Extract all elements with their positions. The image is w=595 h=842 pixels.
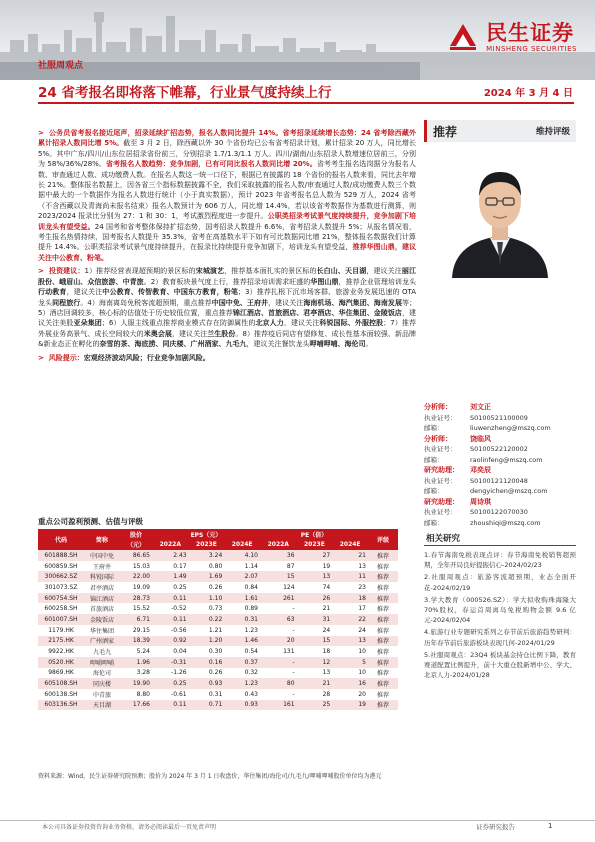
table-cell: 0.89	[244, 605, 258, 613]
table-cell: 0.37	[224, 657, 260, 668]
analyst-field-label: 邮箱：	[424, 424, 444, 432]
table-cell: 87	[286, 562, 295, 570]
table-cell: 18.39	[120, 636, 152, 647]
table-cell: 金陵饭店	[84, 614, 120, 625]
analyst-field-label: 执业证号：	[424, 445, 457, 453]
paragraph-risk-warning: > 风险提示：宏观经济波动风险；行业竞争加剧风险。	[38, 353, 210, 362]
table-cell: 1.61	[224, 593, 260, 604]
analyst-photo	[424, 150, 576, 278]
table-cell: -0.61	[171, 690, 187, 698]
table-cell: 0.26	[208, 669, 223, 677]
table-cell: 呷哺呷哺	[84, 657, 120, 668]
sidebar	[424, 120, 576, 527]
related-research-item[interactable]: 1.春节海南免税表现点评：春节海南免税销售超预期，全年开局良好提振信心-2024/02/23	[424, 551, 576, 570]
table-cell: 18	[332, 593, 368, 604]
table-cell: 推荐	[368, 636, 398, 647]
table-cell: 0.54	[244, 648, 258, 656]
table-cell: 0.22	[189, 614, 225, 625]
table-cell: 天目湖	[84, 700, 120, 711]
analyst-field-label: 邮箱：	[424, 487, 444, 495]
bullet-arrow-icon: >	[38, 353, 49, 362]
table-cell: 推荐	[368, 571, 398, 582]
table-cell: 13	[297, 571, 333, 582]
table-cell: 13	[322, 669, 331, 677]
analyst-field-value: S0100121120048	[470, 476, 528, 485]
table-cell: 中国中免	[84, 550, 120, 561]
table-cell: 13	[332, 636, 368, 647]
table-cell: 10	[358, 669, 366, 677]
table-cell: 23	[358, 583, 366, 591]
col-header-price-unit: （元）	[120, 540, 152, 551]
analyst-field-value[interactable]: zhoushiqi@mszq.com	[470, 518, 541, 527]
table-cell: 4.10	[224, 550, 260, 561]
table-cell: 推荐	[368, 700, 398, 711]
page-number: 1	[548, 822, 553, 830]
table-cell: 1.23	[244, 626, 258, 634]
table-cell: -0.52	[171, 605, 187, 613]
table-cell: 推荐	[376, 649, 389, 657]
table-cell: 86.65	[120, 550, 152, 561]
main-body	[38, 128, 416, 363]
table-cell: 8.80	[136, 690, 150, 698]
table-cell: 600138.SH	[44, 690, 78, 698]
table-cell: 0.17	[173, 562, 187, 570]
table-cell: 0.84	[244, 583, 258, 591]
table-cell: 九毛九	[92, 649, 111, 657]
company-logo	[446, 20, 577, 54]
table-cell: 推荐	[376, 563, 389, 571]
analyst-field-label: 分析师：	[424, 434, 452, 443]
table-cell: 31	[297, 614, 333, 625]
table-cell: 9922.HK	[48, 648, 74, 656]
footer-disclaimer: 本公司具备证券投资咨询业务资格，请务必阅读最后一页免责声明	[42, 824, 217, 831]
table-cell: -	[260, 657, 297, 668]
table-cell: 5	[332, 657, 368, 668]
table-cell: 28.73	[120, 593, 152, 604]
table-cell: 11	[332, 571, 368, 582]
table-cell: 5.24	[136, 648, 150, 656]
table-cell: 19	[322, 562, 331, 570]
table-cell: 推荐	[368, 550, 398, 561]
table-cell: 19.90	[120, 678, 152, 689]
table-row	[38, 636, 398, 647]
table-cell: 603136.SH	[38, 700, 84, 711]
table-row	[38, 678, 398, 689]
analyst-field-value: 邓奕辰	[470, 466, 491, 474]
table-cell: 推荐	[376, 691, 389, 699]
table-cell: 22	[332, 614, 368, 625]
table-cell: 1.14	[244, 562, 258, 570]
table-cell: 2175.HK	[38, 636, 84, 647]
analyst-info-row	[424, 434, 576, 445]
table-cell: 君亭酒店	[89, 584, 114, 592]
table-cell: 74	[322, 583, 331, 591]
col-header-code: 代码	[38, 529, 84, 550]
table-cell: 推荐	[368, 614, 398, 625]
table-cell: 0.92	[152, 636, 189, 647]
table-cell: 1.96	[120, 657, 152, 668]
analyst-field-value: 周诗琪	[470, 497, 491, 506]
table-cell: 华住集团	[89, 627, 114, 635]
table-cell: 22.00	[120, 571, 152, 582]
table-cell: 17.66	[120, 700, 152, 711]
rating-bar	[424, 120, 576, 142]
table-row	[38, 593, 398, 604]
col-header-eps: EPS（元）	[152, 529, 260, 540]
related-research-item[interactable]: 2.社服周观点：旅游客流超预期，业态全面开花-2024/02/19	[424, 573, 576, 592]
table-cell: 18	[322, 648, 331, 656]
report-title: 24 省考报名即将落下帷幕，行业景气度持续上行	[38, 85, 332, 101]
logo-chinese-text: 民生证券	[486, 20, 575, 45]
table-cell: 0.04	[173, 648, 187, 656]
bullet-arrow-icon: >	[38, 267, 49, 276]
table-row	[38, 657, 398, 668]
table-cell: 15	[260, 571, 297, 582]
table-cell: 17	[358, 605, 366, 613]
table-cell: -0.31	[152, 657, 189, 668]
col-header-pe-2024: 2024E	[332, 540, 368, 551]
analyst-field-label: 执业证号：	[424, 413, 457, 422]
table-row	[38, 561, 398, 572]
table-cell: 0.11	[152, 700, 189, 711]
analyst-info-row	[424, 423, 576, 434]
table-cell: 13	[358, 562, 366, 570]
earnings-forecast-table	[38, 529, 398, 710]
table-cell: 124	[283, 583, 295, 591]
table-cell: 605108.SH	[38, 678, 84, 689]
table-cell: 推荐	[368, 678, 398, 689]
table-cell: 0.30	[208, 648, 223, 656]
table-cell: 600258.SH	[44, 605, 78, 613]
analyst-info-row	[424, 402, 576, 413]
table-cell: 25	[297, 700, 333, 711]
table-cell: 601888.SH	[38, 550, 84, 561]
related-research-list	[424, 550, 576, 682]
analyst-info-row	[424, 497, 576, 508]
table-row	[38, 571, 398, 582]
analyst-info-row	[424, 444, 576, 455]
table-cell: 10	[358, 648, 366, 656]
header-banner	[0, 0, 595, 80]
analyst-info-row	[424, 465, 576, 476]
table-cell: 海伦司	[92, 670, 111, 678]
table-cell: 0.93	[189, 678, 225, 689]
analyst-field-label: 分析师：	[424, 403, 452, 411]
analyst-field-value: S0100522120002	[470, 445, 528, 453]
table-source-note: 资料来源：Wind，民生证券研究院预测；股价为 2024 年 3 月 1 日收盘价，华住集团/海伦司/九毛九/呷哺呷哺股价单位均为港元	[38, 773, 382, 780]
table-cell: 9869.HK	[48, 669, 74, 677]
table-cell: 1.21	[208, 626, 223, 634]
footer-report-type: 证券研究报告	[476, 823, 515, 831]
table-cell: 20	[260, 636, 297, 647]
table-cell: 1.46	[224, 636, 260, 647]
table-cell: 161	[260, 700, 297, 711]
table-cell: -	[292, 605, 295, 613]
table-row	[38, 646, 398, 657]
bullet-arrow-icon: >	[38, 129, 50, 137]
table-cell: -0.56	[171, 626, 187, 634]
table-row	[38, 689, 398, 700]
analyst-list	[424, 402, 576, 528]
table-cell: 中青旅	[92, 691, 111, 699]
table-cell: 24	[358, 626, 366, 634]
table-cell: 20	[358, 690, 366, 698]
table-row	[38, 603, 398, 614]
table-row	[38, 550, 398, 561]
col-header-pe-2022: 2022A	[260, 540, 297, 551]
analyst-info-row	[424, 413, 576, 424]
analyst-field-value: S0100521100009	[470, 413, 528, 422]
table-row	[38, 614, 398, 625]
table-cell: 16	[332, 678, 368, 689]
table-cell: 0.25	[152, 678, 189, 689]
table-cell: 0520.HK	[38, 657, 84, 668]
table-cell: 0.80	[208, 562, 223, 570]
table-cell: 锦江酒店	[84, 593, 120, 604]
table-cell: 600859.SH	[44, 562, 78, 570]
table-cell: 21	[322, 605, 331, 613]
table-cell: 36	[260, 550, 297, 561]
table-cell: 261	[260, 593, 297, 604]
table-cell: 6.71	[120, 614, 152, 625]
analyst-field-label: 研究助理：	[424, 466, 459, 474]
rating-label: 推荐	[433, 124, 458, 139]
table-cell: 0.32	[244, 669, 258, 677]
table-cell: 3.28	[136, 669, 150, 677]
title-divider	[38, 102, 574, 104]
table-cell: 29.15	[132, 626, 150, 634]
table-cell: 推荐	[368, 593, 398, 604]
table-cell: 131	[283, 648, 295, 656]
table-cell: 15.52	[132, 605, 150, 613]
analyst-field-label: 研究助理：	[424, 497, 459, 506]
table-cell: -	[292, 669, 295, 677]
analyst-field-value: 刘文正	[470, 403, 491, 411]
col-header-price: 股价	[120, 529, 152, 540]
table-cell: 12	[297, 657, 333, 668]
table-cell: 首旅酒店	[89, 606, 114, 614]
table-cell: 0.31	[208, 690, 223, 698]
table-cell: 王府井	[92, 563, 111, 571]
table-cell: 同庆楼	[84, 678, 120, 689]
analyst-info-row	[424, 507, 576, 518]
table-cell: 300662.SZ	[38, 571, 84, 582]
section-tag: 社服周观点	[38, 61, 84, 71]
table-cell: 27	[297, 550, 333, 561]
analyst-field-value[interactable]: liuwenzheng@mszq.com	[470, 424, 551, 432]
table-row	[38, 582, 398, 593]
table-cell: 1.49	[152, 571, 189, 582]
table-cell: 推荐	[376, 606, 389, 614]
table-cell: 2.07	[224, 571, 260, 582]
report-date: 2024 年 3 月 4 日	[483, 88, 573, 99]
paragraph-investment-advice: > 投资建议：1）推荐经营表现超预期的景区标的宋城演艺，推荐基本面扎实的景区标的长白山、天目湖，建议关注丽江股份、峨眉山、众信旅游、中青旅。2）教育板块景气度上行，推荐招录培训需求旺盛的华图山鼎，推荐企业管理培训龙头行动教育，建议关注中公教育、传智教育、中国东方教育，粉笔；3）推荐扎根下沉市场客群、旅游业务发展迅速的 OTA 龙头同程旅行。4）海南离岛免税客流超预期，重点推荐中国中免、王府井，建议关注海南机场、海汽集团、海南发展等；5）酒店回调较多，核心标的估值处于历史较低位置，重点推荐锦江酒店、首旅酒店、君亭酒店、华住集团、金陵饭店，建议关注美股亚朵集团；6）人服主线重点推荐商业模式存在防御属性的北京人力，建议关注科锐国际、外服控股；7）推荐外展业务高景气、成长空间较大的米奥会展，建议关注兰生股份。8）推荐疫后同店有望修复、成长性基本面较强、新品牌&新业态正在孵化的奈雪的茶、海底捞、同庆楼、广州酒家、九毛九，建议关注餐饮龙头呷哺呷哺、海伦司。	[38, 267, 417, 349]
col-header-eps-2023: 2023E	[189, 540, 225, 551]
analyst-field-label: 执业证号：	[424, 508, 457, 516]
table-cell: 24	[322, 626, 331, 634]
table-cell: 0.93	[224, 700, 260, 711]
table-cell: 推荐	[376, 627, 389, 635]
table-cell: 19	[332, 700, 368, 711]
table-cell: 0.71	[189, 700, 225, 711]
table-cell: 1.69	[189, 571, 225, 582]
table-cell: 2.43	[152, 550, 189, 561]
logo-english-text: MINSHENG SECURITIES	[486, 44, 577, 53]
table-cell: 0.11	[152, 614, 189, 625]
analyst-info-row	[424, 455, 576, 466]
table-cell: 推荐	[376, 584, 389, 592]
table-cell: 63	[260, 614, 297, 625]
col-header-name: 简称	[84, 529, 120, 550]
table-cell: 1.23	[224, 678, 260, 689]
table-cell: 广州酒家	[84, 636, 120, 647]
analyst-info-row	[424, 518, 576, 529]
col-header-pe: PE（倍）	[260, 529, 368, 540]
paragraph-exam-trend: > 公务员省考报名接近尾声，招录延续扩招态势，报名人数同比提升 14%。省考招录延续增长态势：24 省考除西藏外累计招录人数同比增 5%。截至 3 月 2 日，除西藏以外 30 个省份均已公布省考招录计划，累计招录 20 万人，同比增长 5%。其中广东/四川/山东位居招录省份前三，分别招录 1.7/1.3/1.1 万人。四川/湖南/山东招录人数增速位居前三，分别为 58%/36%/28%。省考报名人数趋势：竞争加剧，已有可同比报名人数同比增 20%。省考考生报名选岗据分为报名人数、审查通过人数、成功缴费人数。在报名人数这一统一口径下，根据已有披露的 18 个省份的报名人数来看，同比去年增长 21%。整体报名数据上，因各省三个指标数据披露不全，我们采取披露的报名人数/审查通过人数/成功缴费人数三个数据中最大的一个数据作为报名人数进行统计（小于真实数据），预计 2023 年省考报名总人数为 529 万人，2024 省考（不含西藏以及青海尚未报名结束）报名人数预计为 606 万人，同比增 14.4%，若以该省考数据作为基数进行测算，则 2023/2024 报录比分别为 27：1 和 30：1，考试激烈程度进一步提升。公职类招录考试景气度持续提升，竞争加剧下培训龙头有望受益。24 国考和省考整体保持扩招态势，国考招录人数提升 6.6%，省考招录人数提升 5%；从报名情况看，考生报名热情持续，国考报名人数提升 35.3%，省考在高基数水平下如有可比数据同比增 21%，整体报名数据我们计算提升 14.4%。公职类招录考试景气度持续提升，在报录比持续提升竞争加剧下，培训龙头有望受益，推荐华图山鼎，建议关注中公教育、粉笔。	[38, 129, 417, 262]
analyst-field-label: 邮箱：	[424, 455, 444, 464]
col-header-eps-2024: 2024E	[224, 540, 260, 551]
col-header-eps-2022: 2022A	[152, 540, 189, 551]
col-header-rating: 评级	[368, 529, 398, 550]
table-cell: 15	[297, 636, 333, 647]
table-cell: 推荐	[376, 670, 389, 678]
table-row	[38, 700, 398, 711]
table-cell: 21	[297, 678, 333, 689]
analyst-field-value: 饶临风	[470, 434, 491, 443]
analyst-field-value[interactable]: raolinfeng@mszq.com	[470, 455, 543, 464]
table-cell: 1.10	[189, 593, 225, 604]
analyst-info-row	[424, 476, 576, 487]
table-cell: -	[292, 690, 295, 698]
table-cell: 28	[322, 690, 331, 698]
table-cell: -	[292, 626, 295, 634]
analyst-field-label: 邮箱：	[424, 518, 444, 527]
footer-divider	[0, 820, 595, 821]
table-cell: 0.16	[189, 657, 225, 668]
table-title: 重点公司盈利预测、估值与评级	[38, 517, 143, 526]
table-cell: 0.31	[224, 614, 260, 625]
analyst-field-value: S0100122070030	[470, 508, 528, 516]
col-header-pe-2023: 2023E	[297, 540, 333, 551]
table-cell: 21	[332, 550, 368, 561]
table-cell: 601007.SH	[38, 614, 84, 625]
table-cell: 0.26	[208, 583, 223, 591]
table-cell: 科锐国际	[84, 571, 120, 582]
table-row	[38, 625, 398, 636]
table-cell: 1.20	[189, 636, 225, 647]
table-cell: 26	[297, 593, 333, 604]
related-research-item[interactable]: 3.学大教育（000526.SZ）：学大拟收购珠海隆大 70%股权，春运首周离岛免税购物金额 9.6 亿元-2024/02/04	[424, 595, 576, 625]
table-cell: 15.03	[132, 562, 150, 570]
related-research-item[interactable]: 4.旅游行业专题研究系列之春节前后旅游趋势研判：历年春节前后旅游板块表现几何-2024/01/29	[424, 628, 576, 647]
table-row	[38, 668, 398, 679]
minsheng-logo-icon	[446, 20, 480, 54]
table-cell: 0.73	[208, 605, 223, 613]
related-research-item[interactable]: 5.社服周观点：23Q4 板块基金持仓比例下降，教育赛道配置比例提升，前十大重仓股新增中公、学大、北京人力-2024/01/28	[424, 650, 576, 680]
table-cell: 301073.SZ	[44, 583, 78, 591]
analyst-field-label: 执业证号：	[424, 476, 457, 485]
related-research-title: 相关研究	[424, 532, 576, 546]
table-cell: 19.09	[132, 583, 150, 591]
rating-status: 维持评级	[535, 127, 570, 137]
analyst-field-value[interactable]: dengyichen@mszq.com	[470, 487, 548, 495]
table-cell: 0.43	[244, 690, 258, 698]
table-cell: 0.11	[152, 593, 189, 604]
table-cell: 推荐	[368, 657, 398, 668]
table-cell: 0.25	[173, 583, 187, 591]
table-cell: 3.24	[189, 550, 225, 561]
table-cell: 1179.HK	[48, 626, 74, 634]
table-cell: 80	[260, 678, 297, 689]
table-cell: 600754.SH	[38, 593, 84, 604]
table-cell: -1.26	[171, 669, 187, 677]
analyst-info-row	[424, 486, 576, 497]
